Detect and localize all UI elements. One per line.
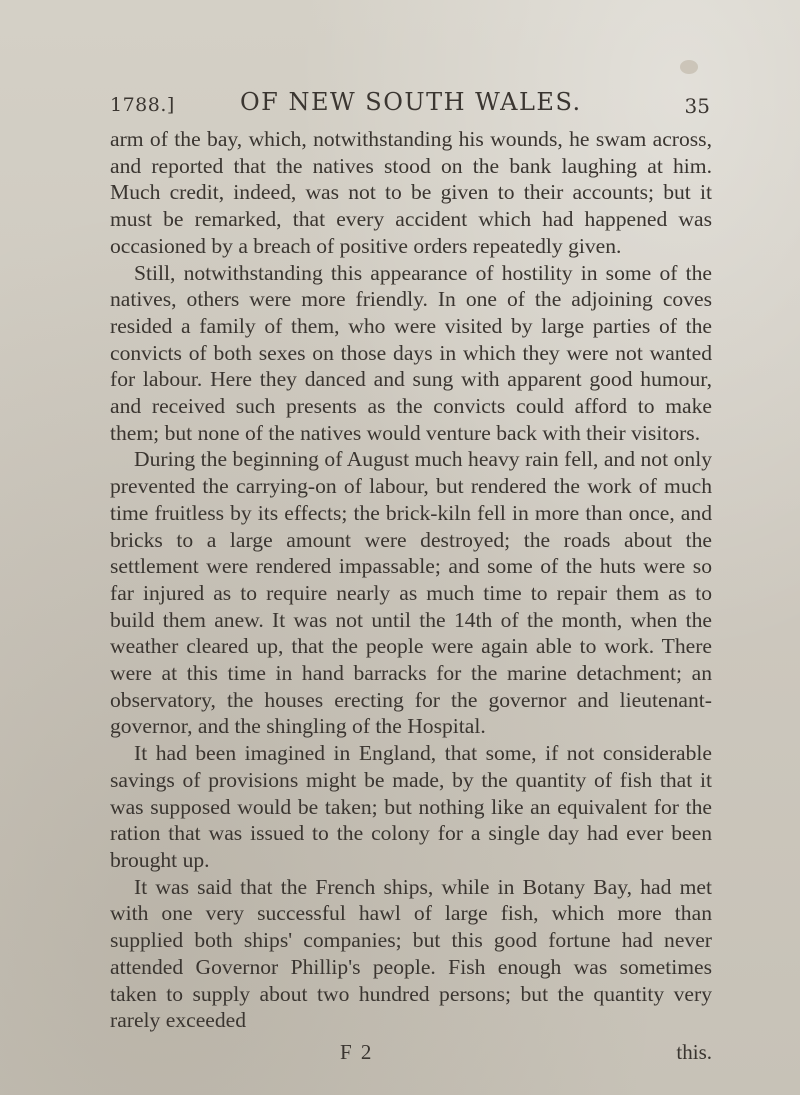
header-title: OF NEW SOUTH WALES. <box>240 88 582 116</box>
paragraph-fish-savings: It had been imagined in England, that some, if not considerable savings of provisions might be made, by the quantity of fish that it was supposed would be taken; but nothing like an equivalent for the ration that was issued to the colony for a single day had ever been brought up. <box>110 741 712 872</box>
signature-mark: F 2 <box>340 1040 374 1064</box>
paper-stain <box>680 60 698 74</box>
page-footer <box>110 1040 712 1070</box>
paragraph-french-ships: It was said that the French ships, while in Botany Bay, had met with one very successful hawl of large fish, which more than supplied both ships' companies; but this good fortune had never attended Governor Phillip's people. Fish enough was sometimes taken to supply about two hundred persons; but the quantity very rarely exceeded <box>110 874 712 1033</box>
page-number: 35 <box>684 94 710 118</box>
header-year: 1788.] <box>110 94 175 116</box>
paragraph-hostility: Still, notwithstanding this appearance of hostility in some of the natives, others were more friendly. In one of the adjoining coves resided a family of them, who were visited by large parties of the convicts of both sexes on those days in which they were not wanted for labour. Here they danced and sung with apparent good humour, and received such presents as the convicts could afford to make them; but none of the natives would venture back with their visitors. <box>110 260 712 445</box>
running-header <box>110 88 710 118</box>
paragraph-august-rain: During the beginning of August much heavy rain fell, and not only prevented the carrying-on of labour, but rendered the work of much time fruitless by its effects; the brick-kiln fell in more than once, and bricks to a large amount were destroyed; the roads about the settlement were rendered impassable; and some of the huts were so far injured as to require nearly as much time to repair them as to build them anew. It was not until the 14th of the month, when the weather cleared up, that the people were again able to work. There were at this time in hand barracks for the marine detachment; an observatory, the houses erecting for the governor and lieutenant-governor, and the shingling of the Hospital. <box>110 447 712 739</box>
catchword: this. <box>676 1040 712 1064</box>
paragraph-continued: arm of the bay, which, notwithstanding his wounds, he swam across, and reported that the natives stood on the bank laughing at him. Much credit, indeed, was not to be given to their accounts; but it must be remarked, that every accident which had happened was occasioned by a breach of positive orders repeatedly given. <box>110 127 712 258</box>
body-text <box>110 126 712 1034</box>
